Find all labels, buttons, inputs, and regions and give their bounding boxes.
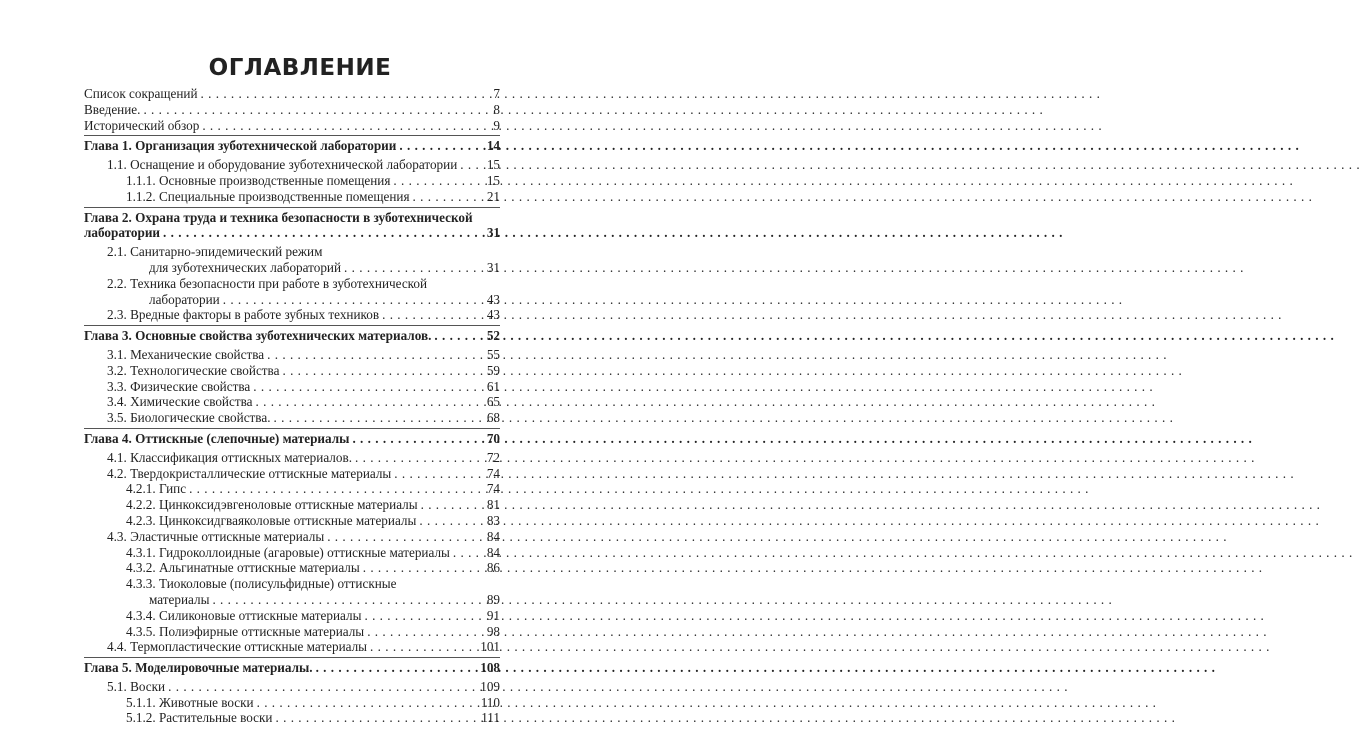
page-number: 21 [486, 188, 500, 204]
toc-entry[interactable]: 4.2.1. Гипс . . . 74 [84, 481, 500, 497]
toc-entry[interactable]: 1.1.2. Специальные производственные помещения . . . 21 [84, 189, 500, 205]
chapter-title[interactable]: Глава 5. Моделировочные материалы. . . . 108 [84, 660, 500, 676]
page-number: 52 [486, 328, 500, 344]
toc-entry[interactable]: 1.1. Оснащение и оборудование зуботехнической лаборатории . . . 15 [84, 157, 500, 173]
toc-entry-cont[interactable]: лаборатории . . . 43 [84, 292, 500, 308]
toc-entry[interactable]: 2.2. Техника безопасности при работе в зуботехнической [107, 275, 428, 291]
page-number: 43 [486, 291, 500, 307]
chapter-4 [84, 428, 500, 655]
page-number: 86 [486, 560, 500, 576]
page-number: 31 [486, 259, 500, 275]
page-number: 83 [486, 512, 500, 528]
toc-entry[interactable]: 3.2. Технологические свойства . . . 59 [84, 363, 500, 379]
toc-entry[interactable]: 4.3.5. Полиэфирные оттискные материалы . . . 98 [84, 624, 500, 640]
toc-entry[interactable]: Список сокращений . . . 7 [84, 86, 500, 102]
page-number: 14 [486, 138, 500, 154]
toc-entry[interactable]: Введение. . . . 8 [84, 102, 500, 118]
toc-entry[interactable]: 4.3.3. Тиоколовые (полисульфидные) оттискные [126, 576, 397, 592]
toc-entry[interactable]: 4.3. Эластичные оттискные материалы . . . 84 [84, 529, 500, 545]
page-number: 65 [486, 394, 500, 410]
page-number: 110 [480, 694, 500, 710]
toc-entry[interactable]: 2.1. Санитарно-эпидемический режим [107, 244, 323, 260]
page-number: 8 [493, 101, 500, 117]
toc-entry[interactable]: 3.4. Химические свойства . . . 65 [84, 394, 500, 410]
toc-entry[interactable]: 3.3. Физические свойства . . . 61 [84, 379, 500, 395]
page-number: 43 [486, 307, 500, 323]
chapter-2 [84, 207, 500, 324]
toc-entry[interactable]: 5.1.2. Растительные воски . . . 111 [84, 710, 500, 726]
toc-entry[interactable]: 4.3.1. Гидроколлоидные (агаровые) оттискные материалы . . . 84 [84, 545, 500, 561]
page-number: 31 [486, 225, 500, 241]
toc-entry[interactable]: 3.1. Механические свойства . . . 55 [84, 347, 500, 363]
toc-entry[interactable]: 1.1.1. Основные производственные помещения . . . 15 [84, 173, 500, 189]
page-number: 68 [486, 410, 500, 426]
page-number: 108 [480, 660, 500, 676]
page-number: 7 [493, 86, 500, 101]
chapter-3 [84, 325, 500, 426]
page-number: 109 [480, 678, 500, 694]
page-number: 81 [486, 497, 500, 513]
toc-entry[interactable]: 4.2.3. Цинкоксидгваяколовые оттискные материалы . . . 83 [84, 513, 500, 529]
page-number: 84 [486, 528, 500, 544]
toc-entry[interactable]: 5.1.1. Животные воски . . . 110 [84, 695, 500, 711]
page-number: 70 [486, 430, 500, 446]
chapter-5 [84, 657, 500, 726]
toc-entry[interactable]: 4.4. Термопластические оттискные материалы . . . 101 [84, 639, 500, 655]
toc-entry-cont[interactable]: материалы . . . 89 [84, 592, 500, 608]
page-number: 59 [486, 362, 500, 378]
toc-entry[interactable]: 4.2. Твердокристаллические оттискные материалы . . . 74 [84, 466, 500, 482]
toc-entry[interactable]: 4.2.2. Цинкоксидэвгеноловые оттискные материалы . . . 81 [84, 497, 500, 513]
toc-entry[interactable]: 5.1. Воски . . . 109 [84, 679, 500, 695]
page-number: 9 [493, 117, 500, 133]
page-number: 15 [486, 172, 500, 188]
page-number: 98 [486, 623, 500, 639]
toc-entry[interactable]: 3.5. Биологические свойства. . . . 68 [84, 410, 500, 426]
chapter-title-cont[interactable]: лаборатории . . . 31 [84, 225, 500, 241]
page-number: 91 [486, 607, 500, 623]
toc-entry[interactable]: Исторический обзор . . . 9 [84, 118, 500, 134]
page-number: 84 [486, 544, 500, 560]
toc-entry[interactable]: 4.3.2. Альгинатные оттискные материалы . . . 86 [84, 560, 500, 576]
toc-entry[interactable]: 2.3. Вредные факторы в работе зубных техников . . . 43 [84, 307, 500, 323]
page-number: 72 [486, 449, 500, 465]
page-title: ОГЛАВЛЕНИЕ [208, 55, 392, 81]
table-of-contents [84, 86, 500, 726]
chapter-1 [84, 135, 500, 204]
toc-entry[interactable]: 4.1. Классификация оттискных материалов. . . . 72 [84, 450, 500, 466]
page-number: 101 [480, 639, 500, 655]
toc-entry[interactable]: 4.3.4. Силиконовые оттискные материалы . . . 91 [84, 608, 500, 624]
page-number: 89 [486, 591, 500, 607]
chapter-title[interactable]: Глава 4. Оттискные (слепочные) материалы . . . 70 [84, 431, 500, 447]
toc-entry-cont[interactable]: для зуботехнических лабораторий . . . 31 [84, 260, 500, 276]
page-number: 15 [486, 157, 500, 173]
page-number: 111 [481, 710, 500, 726]
chapter-title[interactable]: Глава 1. Организация зуботехнической лаборатории . . . 14 [84, 138, 500, 154]
page-number: 74 [486, 481, 500, 497]
chapter-title[interactable]: Глава 2. Охрана труда и техника безопасности в зуботехнической [84, 209, 473, 225]
page-number: 61 [486, 378, 500, 394]
page-number: 55 [486, 346, 500, 362]
chapter-title[interactable]: Глава 3. Основные свойства зуботехнических материалов. . . . 52 [84, 328, 500, 344]
page-number: 74 [486, 465, 500, 481]
